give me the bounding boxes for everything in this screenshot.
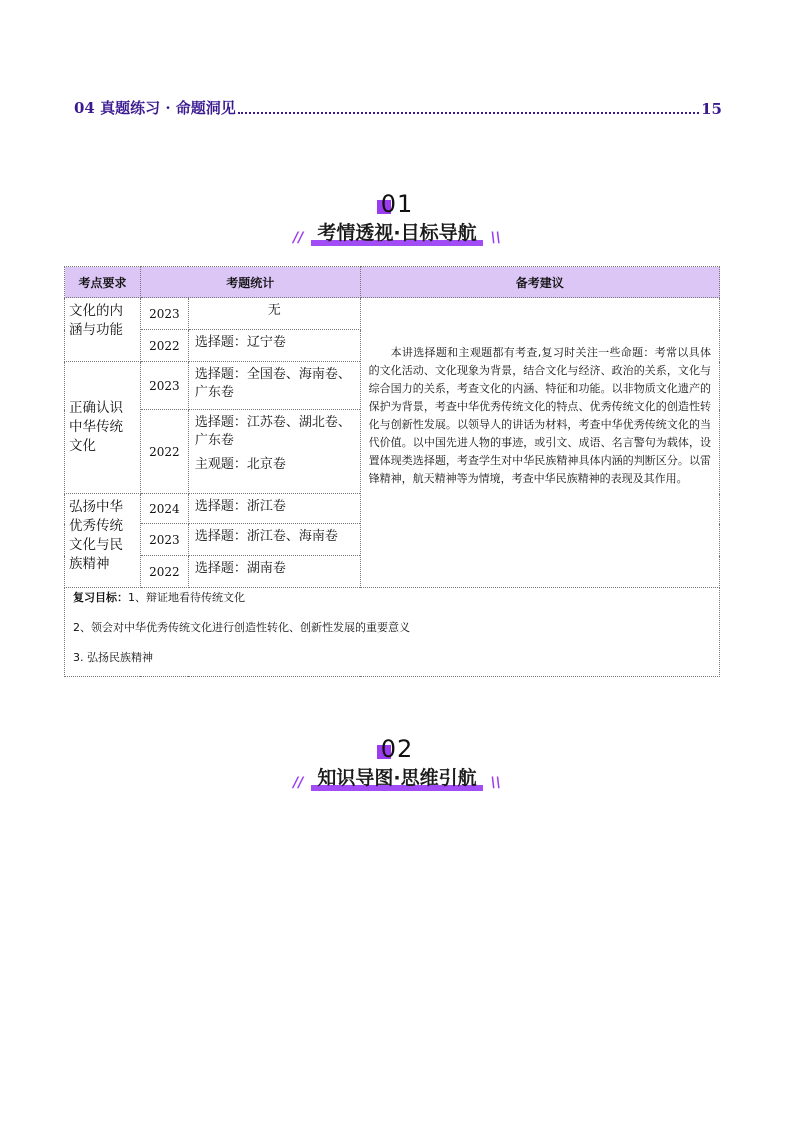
topic-cell: 弘扬中华优秀传统文化与民族精神 bbox=[65, 494, 141, 588]
question-cell bbox=[188, 524, 360, 556]
right-slash-decoration: \\ bbox=[490, 230, 501, 246]
question-text: 选择题：浙江卷、海南卷 bbox=[194, 529, 338, 544]
toc-entry-page: 15 bbox=[701, 100, 722, 118]
goals-label: 复习目标： bbox=[73, 591, 128, 604]
header-stats: 考题统计 bbox=[140, 267, 360, 298]
question-text: 选择题：湖南卷 bbox=[194, 561, 286, 576]
question-cell bbox=[188, 556, 360, 588]
right-slash-decoration: \\ bbox=[490, 775, 501, 791]
goal-item bbox=[73, 620, 711, 636]
topic-cell: 正确认识中华传统文化 bbox=[65, 362, 141, 494]
year-cell: 2022 bbox=[140, 410, 188, 494]
year-cell: 2023 bbox=[140, 524, 188, 556]
topic-cell: 文化的内涵与功能 bbox=[65, 298, 141, 362]
question-cell bbox=[188, 362, 360, 410]
year-cell: 2023 bbox=[140, 362, 188, 410]
question-text: 选择题：江苏卷、湖北卷、广东卷 bbox=[194, 415, 351, 448]
goal-text: 3. 弘扬民族精神 bbox=[73, 651, 153, 664]
section-title-1: 考情透视·目标导航 bbox=[311, 220, 482, 246]
goals-row bbox=[65, 588, 720, 677]
question-text: 主观题：北京卷 bbox=[194, 457, 286, 472]
section-number-1 bbox=[381, 190, 414, 218]
goal-item bbox=[73, 590, 711, 606]
goal-text: 1、辩证地看待传统文化 bbox=[128, 591, 245, 604]
question-text: 选择题：全国卷、海南卷、广东卷 bbox=[194, 367, 351, 400]
section-heading-1 bbox=[0, 190, 794, 246]
section-number-text: 01 bbox=[380, 190, 414, 218]
left-slash-decoration: // bbox=[293, 775, 304, 791]
goal-item bbox=[73, 650, 711, 666]
question-cell bbox=[188, 330, 360, 362]
year-cell: 2023 bbox=[140, 298, 188, 330]
question-text: 选择题：浙江卷 bbox=[194, 499, 286, 514]
question-cell bbox=[188, 298, 360, 330]
question-text: 无 bbox=[267, 303, 281, 318]
goal-text: 2、领会对中华优秀传统文化进行创造性转化、创新性发展的重要意义 bbox=[73, 621, 410, 634]
year-cell: 2022 bbox=[140, 330, 188, 362]
section-heading-2 bbox=[0, 735, 794, 791]
advice-text: 本讲选择题和主观题都有考查,复习时关注一些命题：考常以具体的文化活动、文化现象为背景，结合文化与经济、政治的关系，文化与综合国力的关系，考查文化的内涵、特征和功能。以非物质文化遗产的保护为背景，考查中华优秀传统文化的特点、优秀传统文化的创造性转化与创新性发展。以领导人的讲话为材料，考查中华优秀传统文化的当代价值。以中国先进人物的事迹，或引文、成语、名言警句为载体，设置体现类选择题，考查学生对中华民族精神具体内涵的判断区分。以雷锋精神，航天精神等为情境，考查中华民族精神的表现及其作用。 bbox=[368, 346, 711, 485]
section-number-2 bbox=[381, 735, 414, 763]
toc-entry[interactable] bbox=[74, 96, 722, 118]
advice-cell bbox=[360, 298, 719, 588]
section-number-text: 02 bbox=[380, 735, 414, 763]
header-kp: 考点要求 bbox=[65, 267, 141, 298]
section-title-wrap-1 bbox=[285, 220, 509, 246]
question-text: 选择题：辽宁卷 bbox=[194, 335, 286, 350]
header-advice: 备考建议 bbox=[360, 267, 719, 298]
table-row bbox=[65, 298, 720, 330]
table-header-row bbox=[65, 267, 720, 298]
question-cell bbox=[188, 410, 360, 494]
toc-leader-dots bbox=[238, 111, 699, 114]
toc-entry-label: 04 真题练习 · 命题洞见 bbox=[74, 99, 236, 117]
goals-cell bbox=[65, 588, 720, 677]
question-cell bbox=[188, 494, 360, 524]
left-slash-decoration: // bbox=[293, 230, 304, 246]
year-cell: 2022 bbox=[140, 556, 188, 588]
section-title-2: 知识导图·思维引航 bbox=[311, 765, 482, 791]
exam-overview-table bbox=[64, 266, 720, 677]
section-title-wrap-2 bbox=[285, 765, 509, 791]
year-cell: 2024 bbox=[140, 494, 188, 524]
